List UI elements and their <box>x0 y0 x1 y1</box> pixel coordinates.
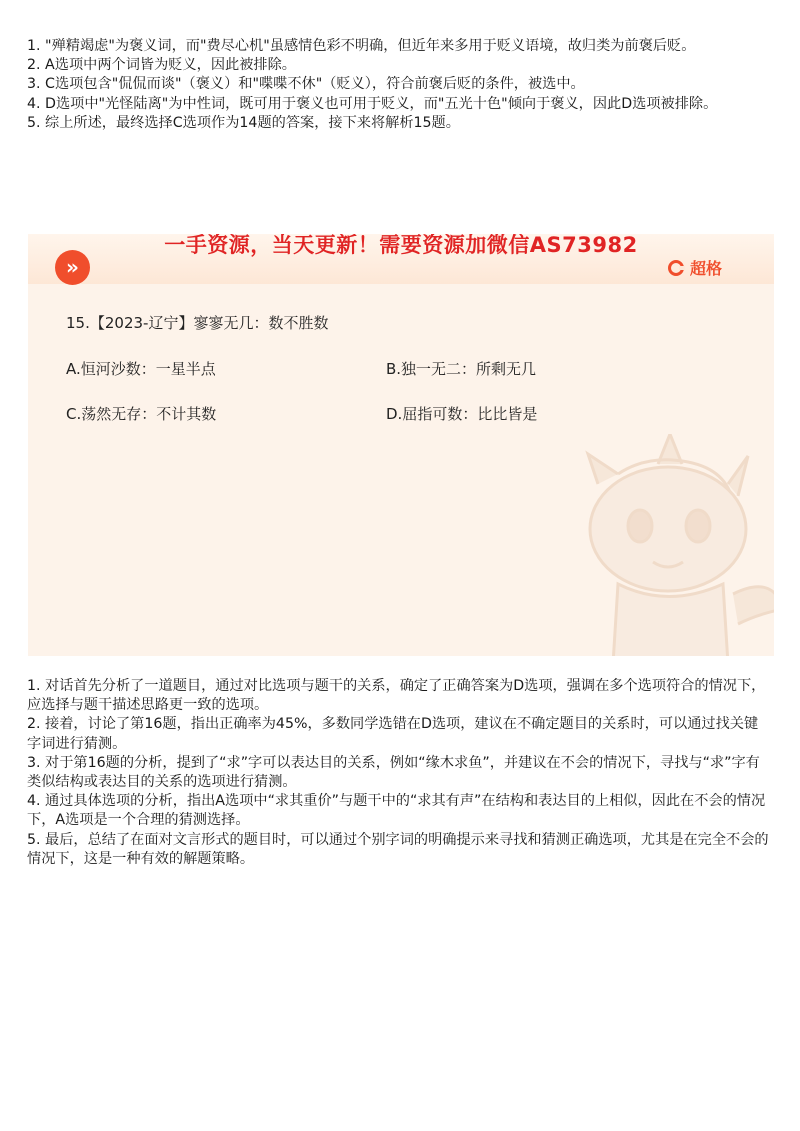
paragraph: 3. 对于第16题的分析，提到了“求”字可以表达目的关系，例如“缘木求鱼”，并建议在不会的情况下，寻找与“求”字有类似结构或表达目的关系的选项进行猜测。 <box>27 754 760 791</box>
paragraph: 3. C选项包含"侃侃而谈"（褒义）和"喋喋不休"（贬义），符合前褒后贬的条件，被选中。 <box>27 76 585 93</box>
brand-name: 超格 <box>690 259 723 278</box>
option-b: B.独一无二：所剩无几 <box>386 360 537 378</box>
unicorn-mascot-icon <box>558 434 774 656</box>
brand-logo <box>668 256 722 279</box>
paragraph: 5. 综上所述，最终选择C选项作为14题的答案，接下来将解析15题。 <box>27 114 460 131</box>
paragraph: 4. 通过具体选项的分析，指出A选项中“求其重价”与题干中的“求其有声”在结构和表达目的上相似，因此在不会的情况下，A选项是一个合理的猜测选择。 <box>27 793 766 829</box>
paragraph: 2. A选项中两个词皆为贬义，因此被排除。 <box>27 57 296 74</box>
brand-mark-icon <box>668 260 684 276</box>
option-d: D.屈指可数：比比皆是 <box>386 405 538 423</box>
summary-bottom <box>27 677 772 869</box>
lecture-slide <box>28 234 774 656</box>
paragraph: 1. 对话首先分析了一道题目，通过对比选项与题干的关系，确定了正确答案为D选项，强调在多个选项符合的情况下，应选择与题干描述思路更一致的选项。 <box>27 678 766 714</box>
question-text: 15.【2023-辽宁】寥寥无几：数不胜数 <box>66 314 329 332</box>
slide-banner: 一手资源，当天更新！需要资源加微信AS73982 <box>164 234 638 257</box>
option-c: C.荡然无存：不计其数 <box>66 405 217 423</box>
paragraph: 2. 接着，讨论了第16题，指出正确率为45%，多数同学选错在D选项，建议在不确定题目的关系时，可以通过找关键字词进行猜测。 <box>27 716 759 752</box>
summary-top <box>27 37 772 133</box>
paragraph: 5. 最后，总结了在面对文言形式的题目时，可以通过个别字词的明确提示来寻找和猜测正确选项，尤其是在完全不会的情况下，这是一种有效的解题策略。 <box>27 831 769 867</box>
option-a: A.恒河沙数：一星半点 <box>66 360 216 378</box>
double-chevron-icon: » <box>55 250 90 285</box>
paragraph: 1. "殚精竭虑"为褒义词，而"费尽心机"虽感情色彩不明确，但近年来多用于贬义语境，故归类为前褒后贬。 <box>27 38 696 54</box>
paragraph: 4. D选项中"光怪陆离"为中性词，既可用于褒义也可用于贬义，而"五光十色"倾向于褒义，因此D选项被排除。 <box>27 95 718 112</box>
